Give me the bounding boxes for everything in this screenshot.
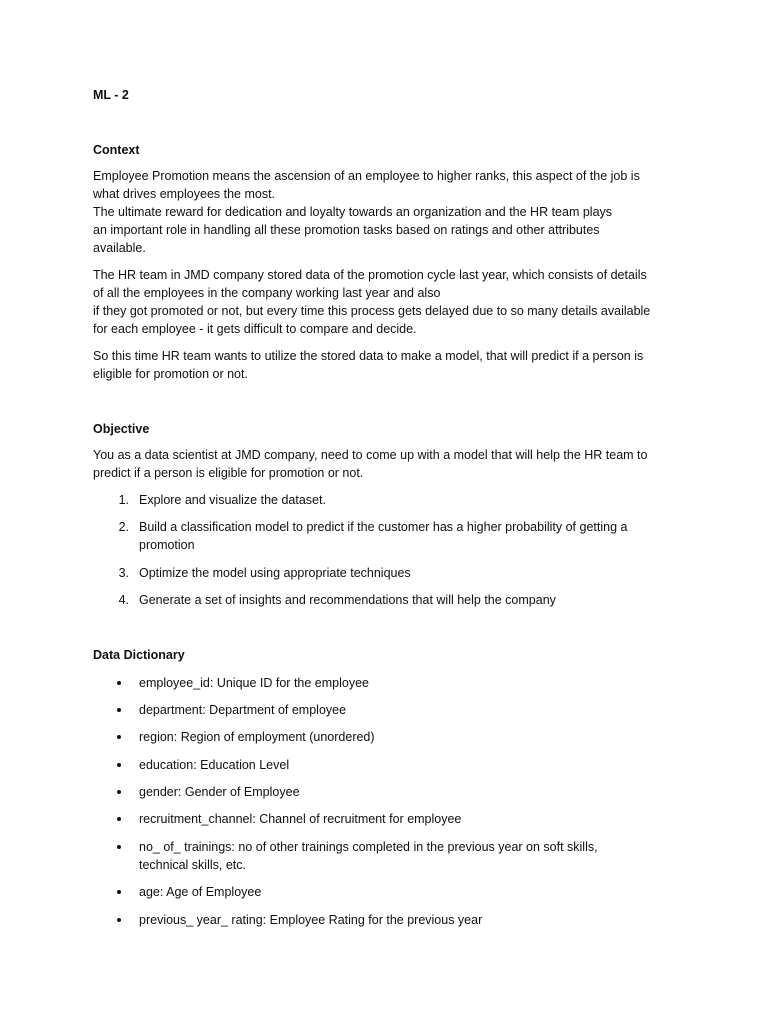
- bullet-icon: [117, 681, 121, 685]
- text-line: available.: [93, 241, 146, 255]
- list-item: [93, 838, 683, 874]
- text-line: recruitment_channel: Channel of recruitment for employee: [139, 812, 462, 826]
- list-item: [93, 701, 683, 719]
- text-line: Employee Promotion means the ascension of an employee to higher ranks, this aspect of the job is: [93, 169, 640, 183]
- text-line: department: Department of employee: [139, 703, 347, 717]
- bullet-icon: [117, 845, 121, 849]
- bullet-icon: [117, 735, 121, 739]
- document-page: [93, 86, 683, 929]
- text-line: Build a classification model to predict if the customer has a higher probability of getting a: [139, 520, 628, 534]
- text-line: eligible for promotion or not.: [93, 367, 248, 381]
- context-heading: Context: [93, 143, 140, 157]
- list-item: [93, 518, 683, 554]
- list-number: 3.: [118, 566, 129, 580]
- bullet-icon: [117, 890, 121, 894]
- bullet-icon: [117, 918, 121, 922]
- text-line: no_ of_ trainings: no of other trainings completed in the previous year on soft skills,: [139, 840, 598, 854]
- document-title: ML - 2: [93, 88, 129, 102]
- list-item: [93, 783, 683, 801]
- objective-heading: Objective: [93, 422, 150, 436]
- text-line: predict if a person is eligible for promotion or not.: [93, 466, 364, 480]
- text-line: So this time HR team wants to utilize the stored data to make a model, that will predict if a person is: [93, 349, 644, 363]
- text-line: if they got promoted or not, but every time this process gets delayed due to so many details available: [93, 304, 651, 318]
- list-number: 2.: [118, 520, 129, 534]
- list-item: [93, 756, 683, 774]
- text-line: previous_ year_ rating: Employee Rating for the previous year: [139, 913, 483, 927]
- text-line: what drives employees the most.: [93, 187, 276, 201]
- bullet-icon: [117, 790, 121, 794]
- list-item: [93, 591, 683, 609]
- context-paragraph: [93, 347, 683, 383]
- objective-list: [93, 491, 683, 609]
- text-line: of all the employees in the company working last year and also: [93, 286, 441, 300]
- objective-intro: [93, 446, 683, 482]
- text-line: Explore and visualize the dataset.: [139, 493, 326, 507]
- text-line: region: Region of employment (unordered): [139, 730, 375, 744]
- text-line: You as a data scientist at JMD company, need to come up with a model that will help the HR team to: [93, 448, 648, 462]
- context-paragraph: [93, 167, 683, 257]
- list-item: [93, 491, 683, 509]
- text-line: The ultimate reward for dedication and loyalty towards an organization and the HR team plays: [93, 205, 613, 219]
- bullet-icon: [117, 708, 121, 712]
- data-dictionary-heading: Data Dictionary: [93, 648, 185, 662]
- text-line: education: Education Level: [139, 758, 290, 772]
- list-number: 4.: [118, 593, 129, 607]
- list-item: [93, 674, 683, 692]
- context-paragraphs: [93, 167, 683, 383]
- text-line: promotion: [139, 538, 195, 552]
- bullet-icon: [117, 817, 121, 821]
- text-line: for each employee - it gets difficult to compare and decide.: [93, 322, 417, 336]
- list-item: [93, 883, 683, 901]
- text-line: an important role in handling all these promotion tasks based on ratings and other attributes: [93, 223, 600, 237]
- data-dictionary-list: [93, 674, 683, 929]
- text-line: gender: Gender of Employee: [139, 785, 300, 799]
- list-item: [93, 728, 683, 746]
- list-item: [93, 564, 683, 582]
- list-item: [93, 911, 683, 929]
- bullet-icon: [117, 763, 121, 767]
- text-line: employee_id: Unique ID for the employee: [139, 676, 369, 690]
- text-line: Generate a set of insights and recommendations that will help the company: [139, 593, 556, 607]
- context-paragraph: [93, 266, 683, 338]
- list-number: 1.: [118, 493, 129, 507]
- text-line: Optimize the model using appropriate techniques: [139, 566, 411, 580]
- text-line: age: Age of Employee: [139, 885, 262, 899]
- text-line: The HR team in JMD company stored data of the promotion cycle last year, which consists of details: [93, 268, 647, 282]
- text-line: technical skills, etc.: [139, 858, 246, 872]
- list-item: [93, 810, 683, 828]
